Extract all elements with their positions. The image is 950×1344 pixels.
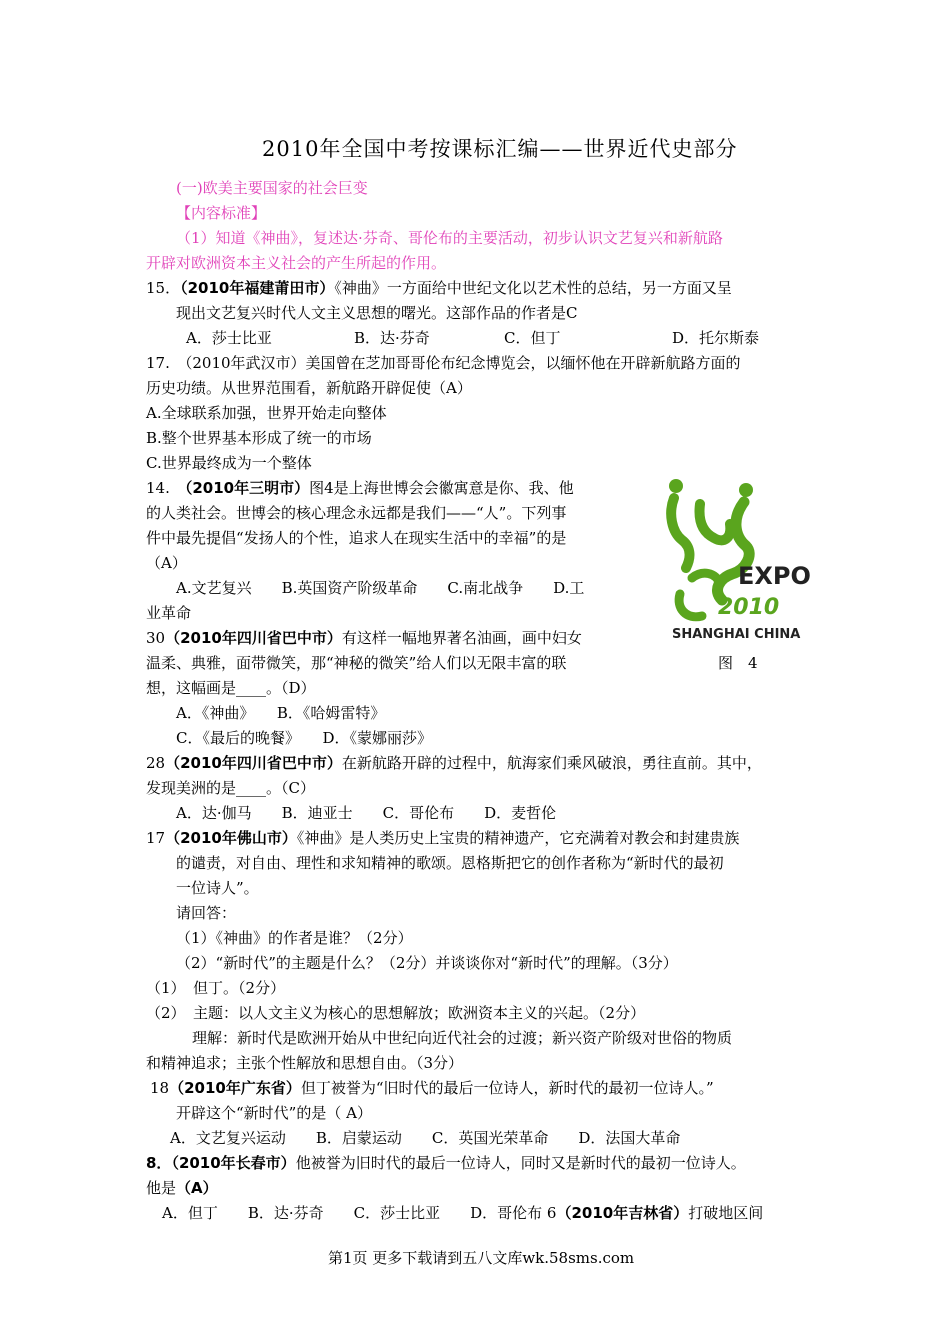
q14-source: （2010年三明市） (184, 479, 310, 497)
q30-line-1 (146, 626, 582, 651)
q15-option-d: D．托尔斯泰 (672, 329, 760, 347)
q14-number: 14. (146, 479, 185, 497)
q28-source: （2010年四川省巴中市） (165, 754, 342, 772)
q17a-option-c: C.世界最终成为一个整体 (146, 454, 312, 472)
standard-line-2: 开辟对欧洲资本主义社会的产生所起的作用。 (146, 254, 447, 272)
q17b-subq-1: （1）《神曲》的作者是谁？（2分） (176, 929, 413, 947)
expo-city: SHANGHAI CHINA (672, 627, 801, 642)
q8-number: 8． (146, 1154, 172, 1172)
q30-text-1: 有这样一幅地界著名油画，画中妇女 (341, 629, 582, 647)
q17b-source: （2010年佛山市） (165, 829, 297, 847)
q15-source: （2010年福建莆田市） (180, 279, 335, 297)
q17a-line-1: 17. （2010年武汉市）美国曾在芝加哥哥伦布纪念博览会，以缅怀他在开辟新航路方面的 (146, 354, 741, 372)
q17b-answer-3: 理解：新时代是欧洲开始从中世纪向近代社会的过渡；新兴资产阶级对世俗的物质 (192, 1029, 733, 1047)
q8-text-2: 他是 (146, 1179, 177, 1197)
q17b-subq-2: （2）“新时代”的主题是什么？（2分）并谈谈你对“新时代”的理解。（3分） (176, 954, 678, 972)
q28-line-1 (146, 751, 762, 776)
q15-option-a: A．莎士比亚 (186, 329, 272, 347)
q6-text: 打破地区间 (688, 1204, 764, 1222)
q15-number: 15． (146, 279, 181, 297)
q14-text-1: 图4是上海世博会会徽寓意是你、我、他 (309, 479, 574, 497)
q28-line-2: 发现美洲的是____。（C） (146, 779, 315, 797)
q8-options-line (162, 1201, 763, 1226)
q18-text-1: 但丁被誉为“旧时代的最后一位诗人，新时代的最初一位诗人。” (300, 1079, 714, 1097)
expo-word: EXPO (738, 562, 811, 590)
q28-options: A．达·伽马 B．迪亚士 C．哥伦布 D．麦哲伦 (176, 804, 557, 822)
q18-line-2: 开辟这个“新时代”的是（ A） (176, 1104, 372, 1122)
q30-line-2: 温柔、典雅，面带微笑，那“神秘的微笑”给人们以无限丰富的联 (146, 654, 567, 672)
q30-line-3: 想，这幅画是____。（D） (146, 679, 316, 697)
q17b-line-3: 一位诗人”。 (176, 879, 259, 897)
q15-option-b: B．达·芬奇 (354, 329, 430, 347)
q18-line-1 (150, 1076, 714, 1101)
q14-line-1 (146, 476, 574, 501)
q8-options: A．但丁 B．达·芬奇 C．莎士比亚 D．哥伦布 (162, 1204, 543, 1222)
q28-number: 28 (146, 754, 166, 772)
q17b-number: 17 (146, 829, 166, 847)
q15-line-1 (146, 276, 732, 301)
q18-options: A．文艺复兴运动 B．启蒙运动 C．英国光荣革命 D．法国大革命 (170, 1129, 681, 1147)
q8-line-1 (146, 1151, 746, 1176)
q14-options: A.文艺复兴 B.英国资产阶级革命 C.南北战争 D.工 (176, 579, 585, 597)
q17a-line-2: 历史功绩。从世界范围看，新航路开辟促使（A） (146, 379, 472, 397)
q30-options-2: C．《最后的晚餐》 D．《蒙娜丽莎》 (176, 729, 433, 747)
q8-text-1: 他被誉为旧时代的最后一位诗人，同时又是新时代的最初一位诗人。 (295, 1154, 746, 1172)
figure-caption: 图 4 (718, 654, 758, 672)
q17b-answer-4: 和精神追求；主张个性解放和思想自由。（3分） (146, 1054, 464, 1072)
q8-source: （2010年长春市） (171, 1154, 296, 1172)
q6-number: 6 (542, 1204, 557, 1222)
page-footer: 第1页 更多下载请到五八文库wk.58sms.com (328, 1249, 635, 1267)
q30-source: （2010年四川省巴中市） (165, 629, 342, 647)
q14-line-2: 的人类社会。世博会的核心理念永远都是我们——“人”。下列事 (146, 504, 567, 522)
q17a-option-b: B.整个世界基本形成了统一的市场 (146, 429, 372, 447)
q30-number: 30 (146, 629, 166, 647)
q6-source: （2010年吉林省） (556, 1204, 689, 1222)
expo-emblem-figure (662, 474, 814, 644)
q17b-answer-2: （2） 主题：以人文主义为核心的思想解放；欧洲资本主义的兴起。（2分） (146, 1004, 646, 1022)
expo-emblem-icon (662, 474, 814, 644)
q17b-line-2: 的谴责，对自由、理性和求知精神的歌颂。恩格斯把它的创作者称为“新时代的最初 (176, 854, 724, 872)
q17b-answer-1: （1） 但丁。（2分） (146, 979, 286, 997)
q14-line-3: 件中最先提倡“发扬人的个性，追求人在现实生活中的幸福”的是 (146, 529, 567, 547)
q14-line-4: （A） (146, 554, 187, 572)
q28-text-1: 在新航路开辟的过程中，航海家们乘风破浪，勇往直前。其中， (341, 754, 762, 772)
q17b-text-1: 《神曲》是人类历史上宝贵的精神遗产，它充满着对教会和封建贵族 (296, 829, 740, 847)
standard-line-1: （1）知道《神曲》，复述达·芬奇、哥伦布的主要活动，初步认识文艺复兴和新航路 (176, 229, 723, 247)
q17b-ask: 请回答： (176, 904, 237, 922)
q15-line-2: 现出文艺复兴时代人文主义思想的曙光。这部作品的作者是C (176, 304, 578, 322)
q17a-option-a: A.全球联系加强，世界开始走向整体 (146, 404, 387, 422)
q14-line-5: 业革命 (146, 604, 192, 622)
q17b-line-1 (146, 826, 739, 851)
q18-source: （2010年广东省） (169, 1079, 301, 1097)
q15-text-1: 《神曲》一方面给中世纪文化以艺术性的总结，另一方面又呈 (334, 279, 732, 297)
q18-number: 18 (150, 1079, 170, 1097)
q8-answer: （A） (176, 1179, 218, 1197)
q15-option-c: C．但丁 (504, 329, 561, 347)
expo-year: 2010 (718, 595, 780, 620)
page-title: 2010年全国中考按课标汇编——世界近代史部分 (262, 137, 738, 161)
content-standard-label: 【内容标准】 (176, 204, 267, 222)
section-heading: (一)欧美主要国家的社会巨变 (176, 179, 368, 197)
q8-line-2 (146, 1176, 218, 1201)
q30-options-1: A．《神曲》 B．《哈姆雷特》 (176, 704, 386, 722)
